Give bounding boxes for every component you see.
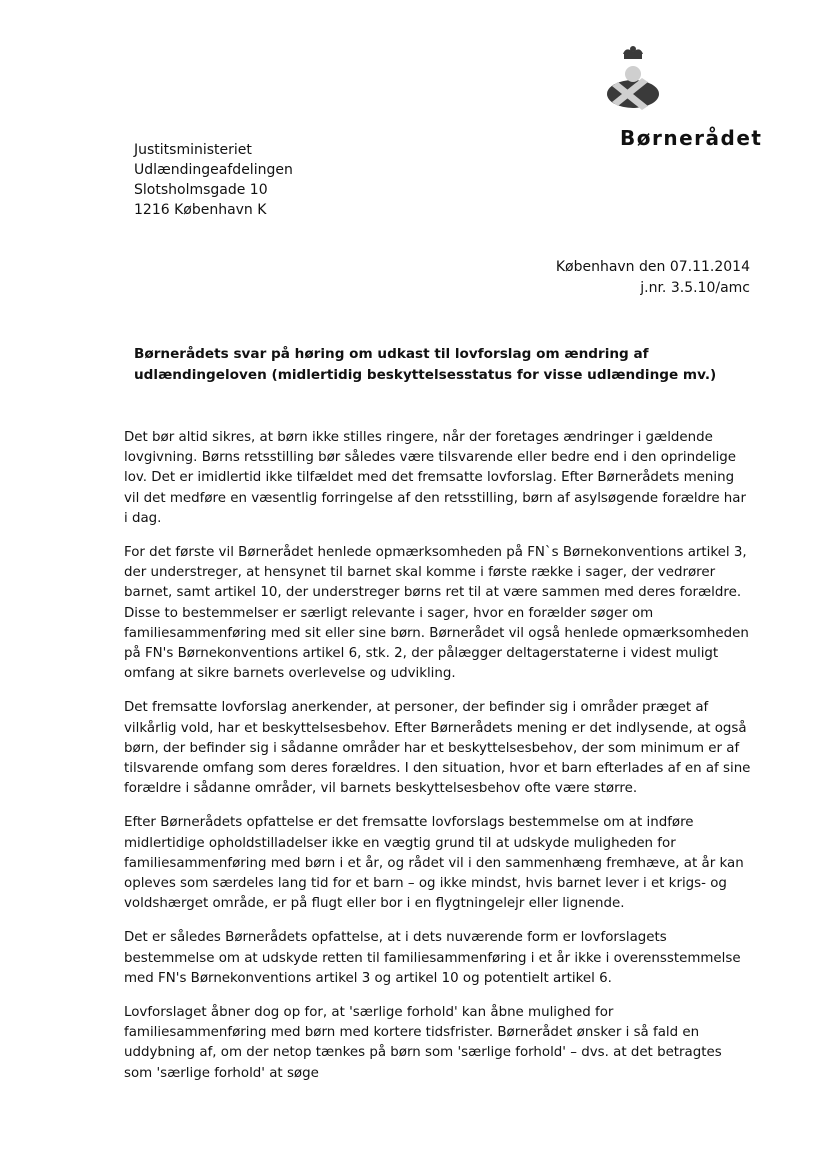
logo-text: Børnerådet <box>620 126 763 150</box>
body-paragraph: Det bør altid sikres, at børn ikke stilles ringere, når der foretages ændringer i gældende lovgivning. Børns retsstilling bør således være tilsvarende eller bedre end i den oprindelige lov. Det er imidlertid ikke tilfældet med det fremsatte lovforslag. Efter Børnerådets mening vil det medføre en væsentlig forringelse af den retsstilling, børn af asylsøgende forældre har i dag. <box>124 430 747 526</box>
recipient-address <box>134 140 293 220</box>
body-paragraph: Det fremsatte lovforslag anerkender, at personer, der befinder sig i områder præget af vilkårlig vold, har et beskyttelsesbehov. Efter Børnerådets mening er det indlysende, at også børn, der befinder sig i sådanne områder har et beskyttelsesbehov, der som minimum er af tilsvarende omfang som deres forældres. I den situation, hvor et barn efterlades af en af sine forældre i sådanne områder, vil barnets beskyttelsesbehov ofte være større. <box>124 700 751 797</box>
address-line: Udlændingeafdelingen <box>134 162 293 178</box>
logo <box>590 44 763 154</box>
subject-heading: Børnerådets svar på høring om udkast til lovforslag om ændring af udlændingeloven (midlertidig beskyttelsesstatus for visse udlændinge mv.) <box>134 346 717 383</box>
address-line: Slotsholmsgade 10 <box>134 182 268 198</box>
address-line: Justitsministeriet <box>134 142 252 158</box>
journal-number: j.nr. 3.5.10/amc <box>640 280 750 296</box>
body-paragraph: Det er således Børnerådets opfattelse, at i dets nuværende form er lovforslagets bestemmelse om at udskyde retten til familiesammenføring i et år ikke i overensstemmelse med FN's Børnekonventions artikel 3 og artikel 10 og potentielt artikel 6. <box>124 930 741 986</box>
date-line: København den 07.11.2014 <box>555 259 750 275</box>
address-line: 1216 København K <box>134 202 267 218</box>
body-paragraph: Lovforslaget åbner dog op for, at 'særlige forhold' kan åbne mulighed for familiesammenføring med børn med kortere tidsfrister. Børnerådet ønsker i så fald en uddybning af, om der netop tænkes på børn som 'særlige forhold' – dvs. at det betragtes som 'særlige forhold' at søge <box>124 1005 722 1081</box>
crown-emblem-icon <box>600 44 670 124</box>
body-paragraph: Efter Børnerådets opfattelse er det fremsatte lovforslags bestemmelse om at indføre midlertidige opholdstilladelser ikke en vægtig grund til at udskyde muligheden for familiesammenføring med børn i et år, og rådet vil i den sammenhæng fremhæve, at år kan opleves som særdeles lang tid for et barn – og ikke mindst, hvis barnet lever i et krigs- og voldshærget område, er på flugt eller bor i en flygtningelejr eller lignende. <box>124 815 744 912</box>
date-block <box>556 257 750 299</box>
body-paragraph: For det første vil Børnerådet henlede opmærksomheden på FN`s Børnekonventions artikel 3, der understreger, at hensynet til barnet skal komme i første række i sager, der vedrører barnet, samt artikel 10, der understreger børns ret til at være sammen med deres forældre. Disse to bestemmelser er særligt relevante i sager, hvor en forælder søger om familiesammenføring med sit eller sine børn. Børnerådet vil også henlede opmærksomheden på FN's Børnekonventions artikel 6, stk. 2, der pålægger deltagerstaterne i videst muligt omfang at sikre barnets overlevelse og udvikling. <box>124 545 749 682</box>
letter-body <box>124 428 752 1098</box>
